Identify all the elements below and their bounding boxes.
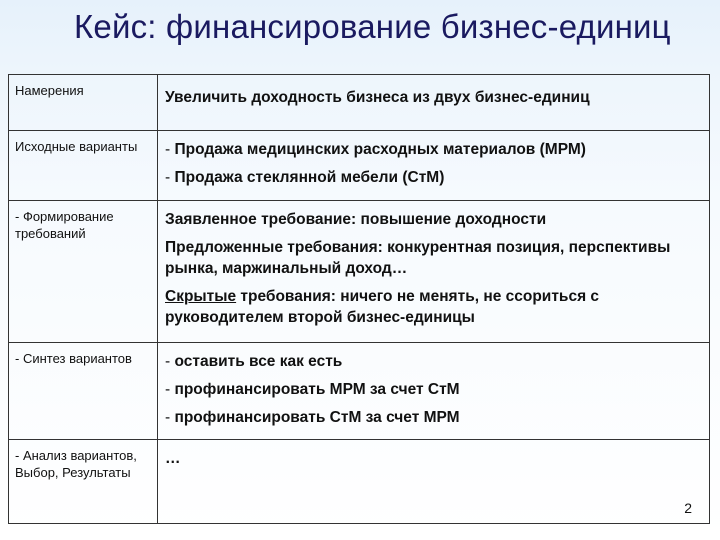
dash: - xyxy=(165,409,175,426)
row-analysis xyxy=(9,440,710,524)
synthesis-item xyxy=(165,407,703,428)
synthesis-text: профинансировать СтМ за счет МРМ xyxy=(174,409,460,426)
slide-title: Кейс: финансирование бизнес-единиц xyxy=(74,8,671,45)
label-intent: Намерения xyxy=(9,75,158,131)
option-text: Продажа стеклянной мебели (СтМ) xyxy=(174,169,445,186)
proposed-requirements: Предложенные требования: конкурентная позиция, перспективы рынка, маржинальный доход… xyxy=(165,239,671,277)
label-requirements: - Формирование требований xyxy=(9,201,158,343)
synthesis-text: оставить все как есть xyxy=(174,353,343,370)
synthesis-text: профинансировать МРМ за счет СтМ xyxy=(174,381,460,398)
option-text: Продажа медицинских расходных материалов (МРМ) xyxy=(174,141,586,158)
value-intent xyxy=(158,75,710,131)
label-synthesis: - Синтез вариантов xyxy=(9,343,158,440)
label-analysis: - Анализ вариантов, Выбор, Результаты xyxy=(9,440,158,524)
row-requirements xyxy=(9,201,710,343)
hidden-text: требования: ничего не менять, не ссориться с руководителем второй бизнес-единицы xyxy=(165,288,600,326)
dash: - xyxy=(165,141,175,158)
row-intent xyxy=(9,75,710,131)
value-options xyxy=(158,131,710,201)
intent-text: Увеличить доходность бизнеса из двух бизнес-единиц xyxy=(165,89,590,106)
value-synthesis xyxy=(158,343,710,440)
value-analysis xyxy=(158,440,710,524)
option-item xyxy=(165,139,703,160)
case-table xyxy=(8,74,710,524)
declared-requirement: Заявленное требование: повышение доходности xyxy=(165,211,547,228)
synthesis-item xyxy=(165,351,703,372)
option-item xyxy=(165,167,703,188)
synthesis-item xyxy=(165,379,703,400)
analysis-text: … xyxy=(165,450,181,467)
row-synthesis xyxy=(9,343,710,440)
dash: - xyxy=(165,353,175,370)
dash: - xyxy=(165,169,175,186)
hidden-requirements xyxy=(165,286,703,328)
page-number: 2 xyxy=(684,500,692,516)
label-options: Исходные варианты xyxy=(9,131,158,201)
dash: - xyxy=(165,381,175,398)
hidden-word: Скрытые xyxy=(165,288,237,305)
row-options xyxy=(9,131,710,201)
value-requirements xyxy=(158,201,710,343)
